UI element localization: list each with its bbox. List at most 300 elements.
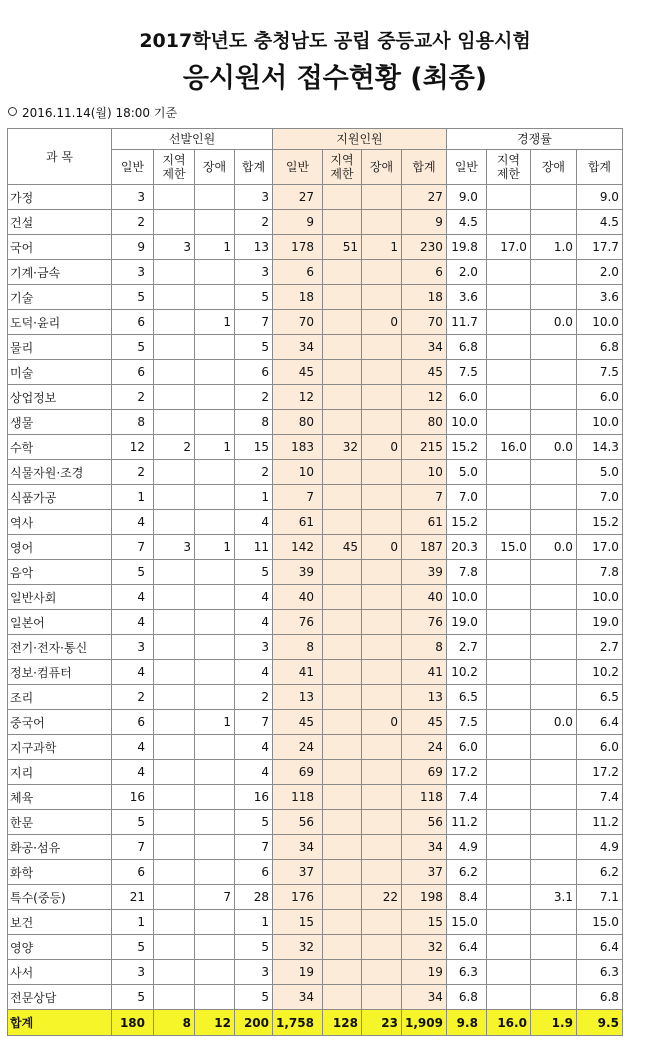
rate-cell (486, 935, 530, 960)
sel-cell: 28 (235, 885, 273, 910)
rate-cell: 7.4 (446, 785, 486, 810)
sel-cell (195, 460, 235, 485)
rate-cell: 3.1 (530, 885, 576, 910)
sel-cell (154, 810, 195, 835)
subheader-app-general: 일반 (273, 150, 323, 185)
app-cell (322, 260, 361, 285)
app-cell: 9 (401, 210, 446, 235)
rate-cell (486, 410, 530, 435)
app-cell (322, 210, 361, 235)
sel-cell: 13 (235, 235, 273, 260)
rate-cell: 7.8 (576, 560, 622, 585)
rate-cell: 0.0 (530, 535, 576, 560)
rate-cell: 6.8 (446, 985, 486, 1010)
rate-cell: 7.4 (576, 785, 622, 810)
table-row (8, 535, 623, 560)
sel-cell: 5 (235, 810, 273, 835)
sel-cell: 1 (195, 310, 235, 335)
table-row (8, 685, 623, 710)
rate-cell (530, 735, 576, 760)
sel-cell: 2 (235, 460, 273, 485)
rate-cell (486, 810, 530, 835)
app-cell (361, 660, 401, 685)
rate-cell (486, 785, 530, 810)
sel-cell (154, 210, 195, 235)
app-cell: 10 (401, 460, 446, 485)
rate-cell (530, 510, 576, 535)
subject-cell: 식물자원·조경 (8, 460, 112, 485)
sel-cell: 3 (235, 960, 273, 985)
sel-cell (195, 860, 235, 885)
sel-cell (154, 960, 195, 985)
app-cell (322, 710, 361, 735)
rate-cell: 6.4 (576, 710, 622, 735)
app-cell (322, 660, 361, 685)
app-cell: 76 (401, 610, 446, 635)
sel-cell: 3 (235, 185, 273, 210)
sel-cell (154, 335, 195, 360)
rate-cell: 17.0 (576, 535, 622, 560)
sel-cell (195, 685, 235, 710)
rate-cell (530, 685, 576, 710)
sel-cell: 1 (112, 910, 154, 935)
rate-cell: 2.7 (576, 635, 622, 660)
subject-cell: 미술 (8, 360, 112, 385)
app-cell: 19 (273, 960, 323, 985)
rate-cell (486, 710, 530, 735)
table-row (8, 360, 623, 385)
rate-cell (530, 610, 576, 635)
rate-cell: 10.0 (576, 410, 622, 435)
subheader-sel-disabled: 장애 (195, 150, 235, 185)
subheader-rate-regional: 지역 제한 (486, 150, 530, 185)
rate-cell: 15.0 (576, 910, 622, 935)
app-cell (361, 985, 401, 1010)
rate-cell (486, 585, 530, 610)
rate-cell: 15.2 (446, 435, 486, 460)
sel-cell: 5 (235, 985, 273, 1010)
sel-cell: 1 (195, 235, 235, 260)
app-cell: 41 (273, 660, 323, 685)
app-cell (322, 910, 361, 935)
app-cell: 34 (273, 335, 323, 360)
rate-cell (530, 960, 576, 985)
rate-cell (530, 835, 576, 860)
app-cell: 70 (273, 310, 323, 335)
subject-cell: 중국어 (8, 710, 112, 735)
sel-cell: 4 (112, 660, 154, 685)
rate-cell: 19.8 (446, 235, 486, 260)
sel-cell: 4 (112, 585, 154, 610)
sel-cell (154, 835, 195, 860)
rate-cell (486, 985, 530, 1010)
table-row (8, 260, 623, 285)
rate-cell: 17.2 (576, 760, 622, 785)
sel-cell (154, 260, 195, 285)
rate-cell: 6.0 (446, 735, 486, 760)
app-cell (322, 885, 361, 910)
sel-cell (195, 510, 235, 535)
table-row (8, 235, 623, 260)
rate-cell: 15.0 (486, 535, 530, 560)
rate-cell (530, 860, 576, 885)
app-cell (361, 260, 401, 285)
subject-cell: 상업정보 (8, 385, 112, 410)
app-cell (361, 585, 401, 610)
subject-cell: 합계 (8, 1010, 112, 1036)
app-cell: 1 (361, 235, 401, 260)
subheader-sel-regional: 지역 제한 (154, 150, 195, 185)
sel-cell: 6 (112, 860, 154, 885)
rate-cell (530, 460, 576, 485)
rate-cell: 7.5 (446, 360, 486, 385)
rate-cell (530, 410, 576, 435)
app-cell (361, 910, 401, 935)
app-cell (322, 510, 361, 535)
table-row (8, 785, 623, 810)
table-row (8, 660, 623, 685)
rate-cell (486, 260, 530, 285)
rate-cell (530, 785, 576, 810)
rate-cell (486, 910, 530, 935)
subject-cell: 건설 (8, 210, 112, 235)
sel-cell: 3 (154, 535, 195, 560)
subject-cell: 기계·금속 (8, 260, 112, 285)
sel-cell: 4 (235, 660, 273, 685)
rate-cell (530, 760, 576, 785)
rate-cell (530, 185, 576, 210)
sel-cell (195, 260, 235, 285)
sel-cell: 4 (112, 760, 154, 785)
sel-cell: 5 (112, 560, 154, 585)
app-cell: 1,909 (401, 1010, 446, 1036)
rate-cell: 4.5 (576, 210, 622, 235)
app-cell: 12 (401, 385, 446, 410)
app-cell: 69 (273, 760, 323, 785)
rate-cell (486, 610, 530, 635)
subject-cell: 지구과학 (8, 735, 112, 760)
app-cell: 0 (361, 435, 401, 460)
subheader-rate-sum: 합계 (576, 150, 622, 185)
app-cell: 56 (401, 810, 446, 835)
sel-cell (154, 860, 195, 885)
rate-cell (486, 860, 530, 885)
sel-cell (195, 335, 235, 360)
app-cell: 15 (401, 910, 446, 935)
sel-cell: 4 (112, 510, 154, 535)
sel-cell: 3 (112, 960, 154, 985)
app-cell (361, 685, 401, 710)
sel-cell (195, 760, 235, 785)
app-cell (322, 285, 361, 310)
app-cell: 51 (322, 235, 361, 260)
sel-cell (154, 510, 195, 535)
app-cell: 70 (401, 310, 446, 335)
rate-cell (530, 335, 576, 360)
sel-cell: 5 (235, 285, 273, 310)
sel-cell: 1 (195, 710, 235, 735)
app-cell: 32 (273, 935, 323, 960)
app-cell: 34 (401, 335, 446, 360)
table-row (8, 860, 623, 885)
rate-cell: 6.4 (576, 935, 622, 960)
sel-cell: 5 (112, 935, 154, 960)
as-of-line (8, 104, 177, 121)
table-row (8, 385, 623, 410)
sel-cell: 9 (112, 235, 154, 260)
sel-cell (195, 935, 235, 960)
rate-cell: 0.0 (530, 710, 576, 735)
header-subject: 과 목 (8, 129, 112, 185)
rate-cell: 4.9 (446, 835, 486, 860)
app-cell: 45 (273, 360, 323, 385)
rate-cell (530, 285, 576, 310)
subject-cell: 역사 (8, 510, 112, 535)
subheader-app-disabled: 장애 (361, 150, 401, 185)
subject-cell: 일반사회 (8, 585, 112, 610)
rate-cell (486, 210, 530, 235)
subject-cell: 음악 (8, 560, 112, 585)
sel-cell: 2 (112, 210, 154, 235)
sel-cell: 1 (195, 435, 235, 460)
app-cell: 6 (273, 260, 323, 285)
app-cell: 45 (322, 535, 361, 560)
app-cell (361, 185, 401, 210)
sel-cell: 2 (235, 685, 273, 710)
app-cell (361, 610, 401, 635)
sel-cell (154, 285, 195, 310)
rate-cell: 6.0 (576, 735, 622, 760)
app-cell: 6 (401, 260, 446, 285)
rate-cell (530, 985, 576, 1010)
rate-cell: 0.0 (530, 435, 576, 460)
subheader-sel-sum: 합계 (235, 150, 273, 185)
app-cell (361, 460, 401, 485)
subject-cell: 지리 (8, 760, 112, 785)
app-cell (322, 685, 361, 710)
sel-cell (195, 585, 235, 610)
app-cell: 23 (361, 1010, 401, 1036)
subject-cell: 가정 (8, 185, 112, 210)
app-cell: 45 (401, 360, 446, 385)
sel-cell (154, 410, 195, 435)
app-cell (361, 835, 401, 860)
table-row (8, 960, 623, 985)
table-row (8, 935, 623, 960)
app-cell (361, 510, 401, 535)
sel-cell: 2 (112, 460, 154, 485)
rate-cell: 5.0 (446, 460, 486, 485)
rate-cell: 14.3 (576, 435, 622, 460)
rate-cell (486, 360, 530, 385)
app-cell: 176 (273, 885, 323, 910)
app-cell (361, 935, 401, 960)
app-cell (361, 760, 401, 785)
table-row (8, 510, 623, 535)
rate-cell: 9.5 (576, 1010, 622, 1036)
rate-cell: 6.5 (446, 685, 486, 710)
app-cell: 80 (401, 410, 446, 435)
sel-cell (154, 560, 195, 585)
app-cell: 40 (273, 585, 323, 610)
sel-cell (154, 485, 195, 510)
app-cell (322, 610, 361, 635)
rate-cell: 6.5 (576, 685, 622, 710)
rate-cell: 9.0 (576, 185, 622, 210)
subject-cell: 수학 (8, 435, 112, 460)
rate-cell (486, 310, 530, 335)
sel-cell (154, 935, 195, 960)
app-cell (322, 410, 361, 435)
app-cell (361, 560, 401, 585)
app-cell: 61 (273, 510, 323, 535)
rate-cell (530, 910, 576, 935)
sel-cell (195, 910, 235, 935)
subject-cell: 영양 (8, 935, 112, 960)
rate-cell (486, 560, 530, 585)
sel-cell: 12 (112, 435, 154, 460)
sel-cell: 5 (235, 335, 273, 360)
sel-cell: 16 (112, 785, 154, 810)
app-cell: 183 (273, 435, 323, 460)
app-cell: 34 (401, 985, 446, 1010)
sel-cell: 6 (235, 860, 273, 885)
rate-cell: 6.8 (576, 335, 622, 360)
sel-cell: 2 (154, 435, 195, 460)
rate-cell: 6.8 (576, 985, 622, 1010)
sel-cell: 7 (112, 535, 154, 560)
rate-cell: 7.1 (576, 885, 622, 910)
rate-cell: 17.0 (486, 235, 530, 260)
sel-cell (195, 785, 235, 810)
table-row (8, 760, 623, 785)
sel-cell: 8 (154, 1010, 195, 1036)
sel-cell: 2 (235, 385, 273, 410)
sel-cell: 1 (235, 910, 273, 935)
sel-cell (195, 485, 235, 510)
sel-cell: 7 (195, 885, 235, 910)
rate-cell: 4.9 (576, 835, 622, 860)
sel-cell: 1 (235, 485, 273, 510)
sel-cell (154, 635, 195, 660)
sel-cell: 6 (235, 360, 273, 385)
rate-cell (530, 385, 576, 410)
sel-cell: 5 (112, 335, 154, 360)
table-row (8, 285, 623, 310)
rate-cell (530, 635, 576, 660)
sel-cell (195, 210, 235, 235)
app-cell: 34 (401, 835, 446, 860)
sel-cell: 4 (235, 510, 273, 535)
rate-cell (486, 460, 530, 485)
rate-cell (486, 735, 530, 760)
rate-cell: 3.6 (446, 285, 486, 310)
rate-cell: 10.2 (446, 660, 486, 685)
app-cell (361, 785, 401, 810)
app-cell: 8 (273, 635, 323, 660)
table-row (8, 485, 623, 510)
sel-cell (195, 610, 235, 635)
sel-cell: 200 (235, 1010, 273, 1036)
app-cell (322, 860, 361, 885)
table-row (8, 835, 623, 860)
app-cell: 32 (401, 935, 446, 960)
subheader-sel-general: 일반 (112, 150, 154, 185)
rate-cell: 17.2 (446, 760, 486, 785)
rate-cell: 20.3 (446, 535, 486, 560)
app-cell: 27 (401, 185, 446, 210)
table-row (8, 885, 623, 910)
table-row (8, 710, 623, 735)
rate-cell: 6.0 (576, 385, 622, 410)
app-cell (361, 485, 401, 510)
sel-cell: 4 (235, 760, 273, 785)
subject-cell: 전기·전자·통신 (8, 635, 112, 660)
app-cell: 1,758 (273, 1010, 323, 1036)
sel-cell: 8 (235, 410, 273, 435)
sel-cell (154, 610, 195, 635)
app-cell (322, 635, 361, 660)
table-row (8, 610, 623, 635)
sel-cell: 4 (112, 735, 154, 760)
rate-cell: 4.5 (446, 210, 486, 235)
header-group-applicants: 지원인원 (273, 129, 447, 150)
table-row (8, 410, 623, 435)
subject-cell: 체육 (8, 785, 112, 810)
table-row (8, 460, 623, 485)
subheader-rate-general: 일반 (446, 150, 486, 185)
rate-cell: 6.3 (446, 960, 486, 985)
rate-cell: 8.4 (446, 885, 486, 910)
header-group-ratio: 경쟁률 (446, 129, 622, 150)
table-row (8, 310, 623, 335)
subject-cell: 일본어 (8, 610, 112, 635)
rate-cell (486, 760, 530, 785)
app-cell: 13 (273, 685, 323, 710)
subject-cell: 특수(중등) (8, 885, 112, 910)
sel-cell: 1 (112, 485, 154, 510)
sel-cell: 5 (112, 810, 154, 835)
app-cell: 7 (273, 485, 323, 510)
app-cell: 61 (401, 510, 446, 535)
sel-cell (154, 910, 195, 935)
rate-cell (530, 810, 576, 835)
sel-cell: 11 (235, 535, 273, 560)
subject-cell: 정보·컴퓨터 (8, 660, 112, 685)
rate-cell (486, 885, 530, 910)
rate-cell (530, 560, 576, 585)
rate-cell: 6.4 (446, 935, 486, 960)
rate-cell (486, 685, 530, 710)
app-cell (361, 860, 401, 885)
app-cell: 18 (401, 285, 446, 310)
app-cell (322, 785, 361, 810)
sel-cell: 8 (112, 410, 154, 435)
subject-cell: 국어 (8, 235, 112, 260)
app-cell: 9 (273, 210, 323, 235)
sel-cell: 21 (112, 885, 154, 910)
subject-cell: 화학 (8, 860, 112, 885)
table-row (8, 435, 623, 460)
app-cell: 7 (401, 485, 446, 510)
sel-cell: 3 (235, 635, 273, 660)
header-group-selected: 선발인원 (112, 129, 273, 150)
app-cell (361, 335, 401, 360)
app-cell (322, 835, 361, 860)
sel-cell: 7 (235, 310, 273, 335)
rate-cell: 7.0 (576, 485, 622, 510)
app-cell (322, 310, 361, 335)
